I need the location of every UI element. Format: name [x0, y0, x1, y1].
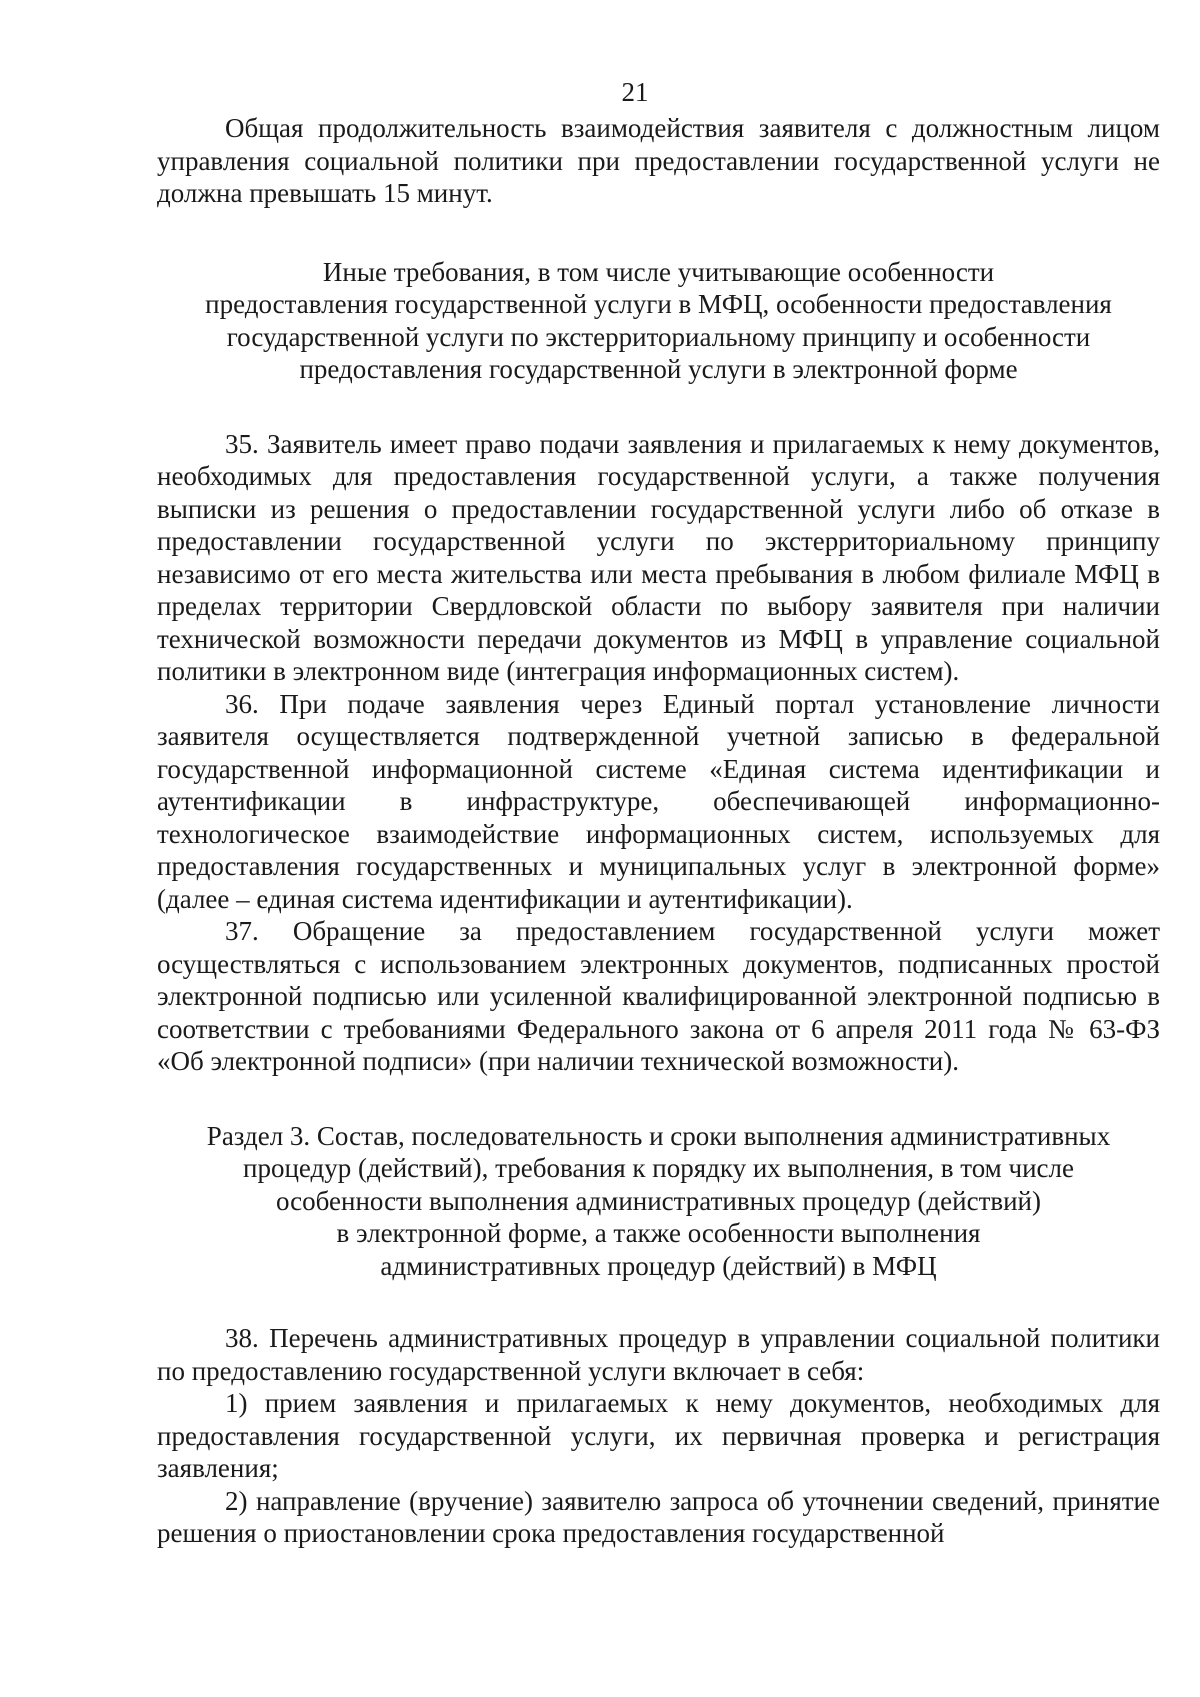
document-body — [157, 112, 1160, 1550]
heading-line: в электронной форме, а также особенности выполнения — [336, 1218, 981, 1248]
paragraph-37: 37. Обращение за предоставлением государственной услуги может осуществляться с использованием электронных документов, подписанных простой электронной подписью или усиленной квалифицированной электронной подписью в соответствии с требованиями Федерального закона от 6 апреля 2011 года № 63-ФЗ «Об электронной подписи» (при наличии технической возможности). — [157, 916, 1160, 1076]
section-heading-other-requirements — [157, 256, 1160, 386]
heading-line: государственной услуги по экстерриториальному принципу и особенности — [226, 321, 1091, 352]
heading-line: особенности выполнения административных процедур (действий) — [275, 1185, 1042, 1216]
heading-line: процедур (действий), требования к порядку их выполнения, в том числе — [243, 1153, 1074, 1183]
heading-line: предоставления государственной услуги в МФЦ, особенности предоставления — [205, 289, 1112, 319]
list-item-1: 1) прием заявления и прилагаемых к нему документов, необходимых для предоставления государственной услуги, их первичная проверка и регистрация заявления; — [157, 1388, 1160, 1483]
paragraph-35: 35. Заявитель имеет право подачи заявления и прилагаемых к нему документов, необходимых для предоставления государственной услуги, а также получения выписки из решения о предоставлении государственной услуги либо об отказе в предоставлении государственной услуги по экстерриториальному принципу независимо от его места жительства или места пребывания в любом филиале МФЦ в пределах территории Свердловской области по выбору заявителя при наличии технической возможности передачи документов из МФЦ в управление социальной политики в электронном виде (интеграция информационных систем). — [157, 428, 1160, 686]
heading-line: предоставления государственной услуги в электронной форме — [299, 354, 1018, 384]
heading-line: административных процедур (действий) в МФЦ — [380, 1250, 937, 1281]
heading-line: Раздел 3. Состав, последовательность и сроки выполнения административных — [206, 1120, 1111, 1151]
heading-line: Иные требования, в том числе учитывающие особенности — [322, 256, 995, 287]
page-number: 21 — [621, 77, 649, 107]
list-item-2: 2) направление (вручение) заявителю запроса об уточнении сведений, принятие решения о приостановлении срока предоставления государственной — [157, 1485, 1160, 1548]
paragraph-38: 38. Перечень административных процедур в управлении социальной политики по предоставлению государственной услуги включает в себя: — [157, 1323, 1160, 1386]
section-heading-section-3 — [157, 1120, 1160, 1283]
paragraph-36: 36. При подаче заявления через Единый портал установление личности заявителя осуществляется подтвержденной учетной записью в федеральной государственной информационной системе «Единая система идентификации и аутентификации в инфраструктуре, обеспечивающей информационно-технологическое взаимодействие информационных систем, используемых для предоставления государственных и муниципальных услуг в электронной форме» (далее – единая система идентификации и аутентификации). — [157, 688, 1160, 914]
intro-paragraph: Общая продолжительность взаимодействия заявителя с должностным лицом управления социальной политики при предоставлении государственной услуги не должна превышать 15 минут. — [157, 113, 1160, 208]
